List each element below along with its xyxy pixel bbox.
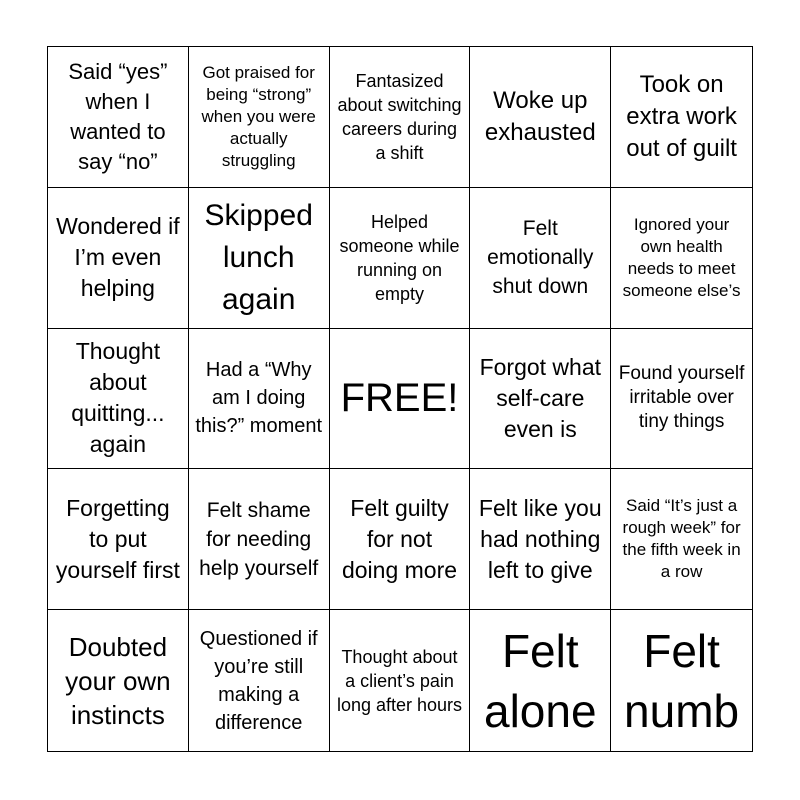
bingo-cell[interactable]: [48, 610, 189, 751]
bingo-cell[interactable]: [470, 610, 611, 751]
bingo-cell-text: Got praised for being “strong” when you were actually struggling: [201, 62, 316, 170]
bingo-cell-text: Ignored your own health needs to meet someone else’s: [622, 214, 741, 300]
bingo-cell-text: Thought about a client’s pain long after hours: [336, 646, 463, 715]
bingo-cell-text: Found yourself irritable over tiny things: [618, 363, 745, 433]
bingo-cell[interactable]: [48, 188, 189, 329]
bingo-cell-text: Questioned if you’re still making a difference: [199, 627, 318, 734]
bingo-cell-text: Felt numb: [624, 624, 740, 737]
bingo-cell[interactable]: [189, 610, 330, 751]
bingo-cell-text: Thought about quitting... again: [71, 338, 165, 458]
bingo-card: [47, 46, 753, 752]
bingo-cell[interactable]: [48, 47, 189, 188]
bingo-cell[interactable]: [611, 188, 752, 329]
bingo-cell-text: Felt emotionally shut down: [487, 217, 594, 299]
bingo-cell-text: Felt like you had nothing left to give: [478, 494, 602, 583]
bingo-cell-text: Skipped lunch again: [204, 198, 313, 316]
bingo-cell[interactable]: [330, 610, 471, 751]
bingo-cell[interactable]: [189, 469, 330, 610]
bingo-cell-text: Said “yes” when I wanted to say “no”: [68, 58, 168, 174]
bingo-cell-text: Forgot what self-care even is: [479, 353, 602, 442]
bingo-cell[interactable]: [330, 469, 471, 610]
free-space-text: FREE!: [340, 376, 459, 421]
bingo-cell[interactable]: [611, 610, 752, 751]
bingo-cell[interactable]: [611, 47, 752, 188]
bingo-cell[interactable]: [48, 329, 189, 470]
bingo-cell-text: Felt guilty for not doing more: [341, 494, 458, 583]
bingo-cell-text: Doubted your own instincts: [65, 631, 171, 730]
bingo-cell-text: Said “It’s just a rough week” for the fifth week in a row: [622, 496, 741, 582]
bingo-cell[interactable]: [189, 47, 330, 188]
bingo-cell[interactable]: [611, 329, 752, 470]
bingo-cell[interactable]: [470, 469, 611, 610]
bingo-cell-text: Took on extra work out of guilt: [626, 70, 737, 162]
bingo-cell[interactable]: [189, 329, 330, 470]
bingo-cell-text: Felt alone: [484, 624, 597, 737]
bingo-cell[interactable]: [330, 188, 471, 329]
bingo-cell-text: Felt shame for needing help yourself: [199, 498, 319, 580]
bingo-cell-text: Helped someone while running on empty: [339, 211, 460, 304]
bingo-cell-text: Wondered if I’m even helping: [56, 213, 180, 302]
free-space[interactable]: [330, 329, 471, 470]
bingo-cell[interactable]: [470, 329, 611, 470]
bingo-cell-text: Fantasized about switching careers during a shift: [337, 70, 462, 163]
bingo-cell[interactable]: [470, 188, 611, 329]
bingo-cell-text: Forgetting to put yourself first: [55, 494, 180, 583]
bingo-cell-text: Woke up exhausted: [484, 86, 596, 146]
bingo-cell[interactable]: [470, 47, 611, 188]
bingo-cell[interactable]: [611, 469, 752, 610]
bingo-cell-text: Had a “Why am I doing this?” moment: [195, 359, 323, 438]
bingo-cell[interactable]: [189, 188, 330, 329]
bingo-cell[interactable]: [330, 47, 471, 188]
bingo-cell[interactable]: [48, 469, 189, 610]
